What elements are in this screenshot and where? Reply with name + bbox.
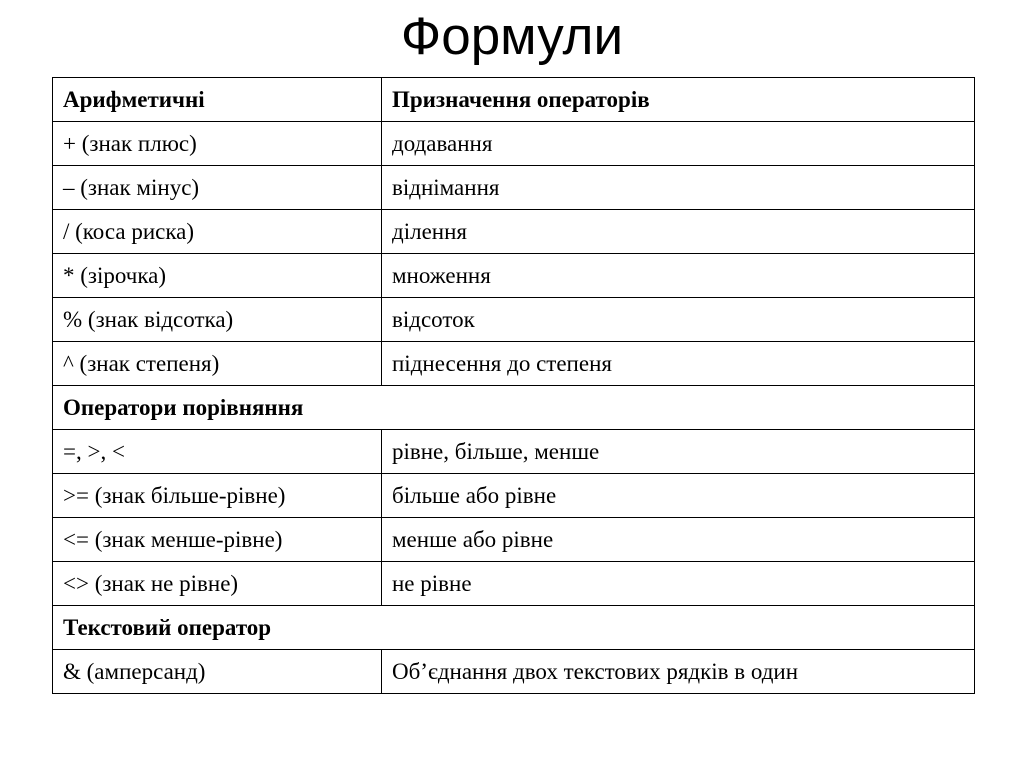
purpose-cell: не рівне: [382, 562, 975, 606]
section-title-comparison: Оператори порівняння: [53, 386, 975, 430]
table-row: [53, 518, 975, 562]
operator-cell: & (амперсанд): [53, 650, 382, 694]
operator-cell: >= (знак більше-рівне): [53, 474, 382, 518]
purpose-cell: відсоток: [382, 298, 975, 342]
table-row: [53, 122, 975, 166]
section-row-comparison: [53, 386, 975, 430]
purpose-cell: множення: [382, 254, 975, 298]
purpose-cell: ділення: [382, 210, 975, 254]
table-row: [53, 650, 975, 694]
operators-table: [52, 77, 975, 694]
section-row-text: [53, 606, 975, 650]
purpose-cell: більше або рівне: [382, 474, 975, 518]
table-row: [53, 254, 975, 298]
operator-cell: – (знак мінус): [53, 166, 382, 210]
header-cell-purpose: Призначення операторів: [382, 78, 975, 122]
table-header-row: [53, 78, 975, 122]
operator-cell: * (зірочка): [53, 254, 382, 298]
operator-cell: <= (знак менше-рівне): [53, 518, 382, 562]
operator-cell: <> (знак не рівне): [53, 562, 382, 606]
purpose-cell: рівне, більше, менше: [382, 430, 975, 474]
purpose-cell: менше або рівне: [382, 518, 975, 562]
operator-cell: % (знак відсотка): [53, 298, 382, 342]
table-row: [53, 298, 975, 342]
table-row: [53, 210, 975, 254]
table-row: [53, 474, 975, 518]
section-title-text: Текстовий оператор: [53, 606, 975, 650]
purpose-cell: віднімання: [382, 166, 975, 210]
operator-cell: =, >, <: [53, 430, 382, 474]
table-row: [53, 430, 975, 474]
header-cell-arithmetic: Арифметичні: [53, 78, 382, 122]
table-row: [53, 342, 975, 386]
operator-cell: ^ (знак степеня): [53, 342, 382, 386]
operator-cell: / (коса риска): [53, 210, 382, 254]
purpose-cell: додавання: [382, 122, 975, 166]
slide-title: Формули: [400, 7, 624, 66]
table-row: [53, 166, 975, 210]
purpose-cell: Об’єднання двох текстових рядків в один: [382, 650, 975, 694]
table-row: [53, 562, 975, 606]
purpose-cell: піднесення до степеня: [382, 342, 975, 386]
operator-cell: + (знак плюс): [53, 122, 382, 166]
